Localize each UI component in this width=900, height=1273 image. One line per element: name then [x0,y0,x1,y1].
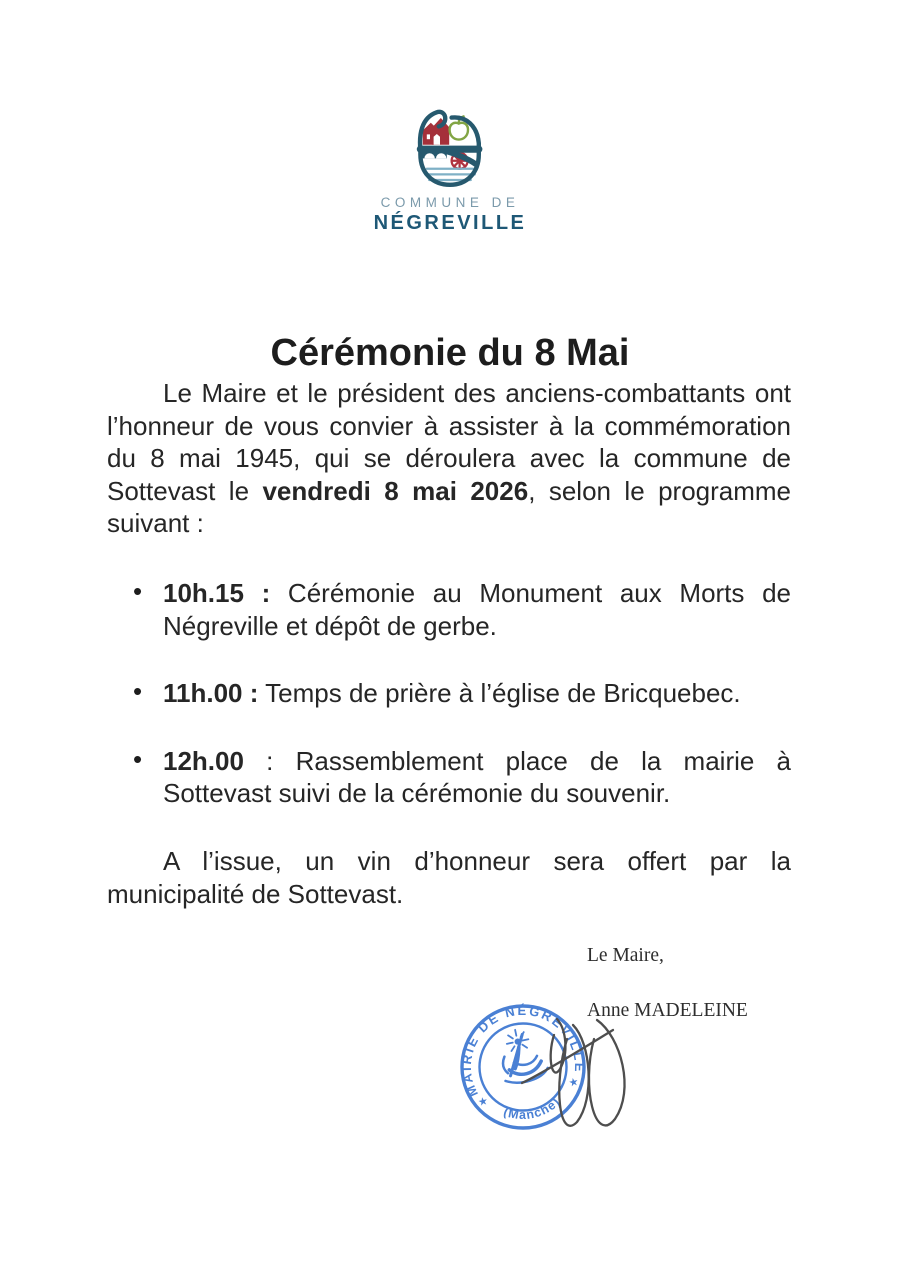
time-label: 10h.15 : [163,577,271,608]
mairie-seal-icon [447,991,598,1140]
schedule-list [107,577,791,810]
schedule-text: Cérémonie au Monument aux Morts de Négreville et dépôt de gerbe. [163,577,791,641]
logo-name: NÉGREVILLE [373,212,527,234]
schedule-item [107,677,791,710]
time-label: 11h.00 : [163,678,259,709]
schedule-text: : Rassemblement place de la mairie à Sottevast suivi de la cérémonie du souvenir. [163,745,791,809]
closing-paragraph: A l’issue, un vin d’honneur sera offert par la municipalité de Sottevast. [107,845,791,909]
signature-name: Anne MADELEINE [587,1000,748,1021]
bullet-icon: • [133,743,143,774]
star-icon: ★ [477,1095,490,1109]
svg-text:(Manche) [499,1093,565,1127]
commune-logo [0,108,900,235]
schedule-item [107,745,791,810]
seal-figure-icon [496,1025,550,1086]
letter-body [107,377,791,910]
signature-role: Le Maire, [587,945,664,966]
schedule-text: Temps de prière à l’église de Bricquebec. [258,678,741,709]
time-label: 12h.00 [163,745,244,776]
intro-text-before: Le Maire et le président des anciens-combattants ont l’honneur de vous convier à assister à la commémoration du 8 mai 1945, qui se déroulera avec la commune de Sottevast le [107,378,791,506]
star-icon: ★ [567,1075,580,1090]
intro-paragraph [107,377,791,540]
event-date-bold: vendredi 8 mai 2026 [262,475,529,506]
logo-caption: COMMUNE DE [380,195,520,210]
bullet-icon: • [133,575,143,606]
intro-text-after: , selon le programme suivant : [107,475,792,539]
page-title: Cérémonie du 8 Mai [270,332,630,375]
seal-bottom-text: (Manche) [501,1094,564,1123]
schedule-item [107,577,791,642]
commune-crest-icon [408,108,492,188]
bullet-icon: • [133,676,143,707]
mairie-stamp-and-signature [445,975,695,1165]
seal-top-text: MAIRIE DE NÉGREVILLE [458,1002,588,1100]
